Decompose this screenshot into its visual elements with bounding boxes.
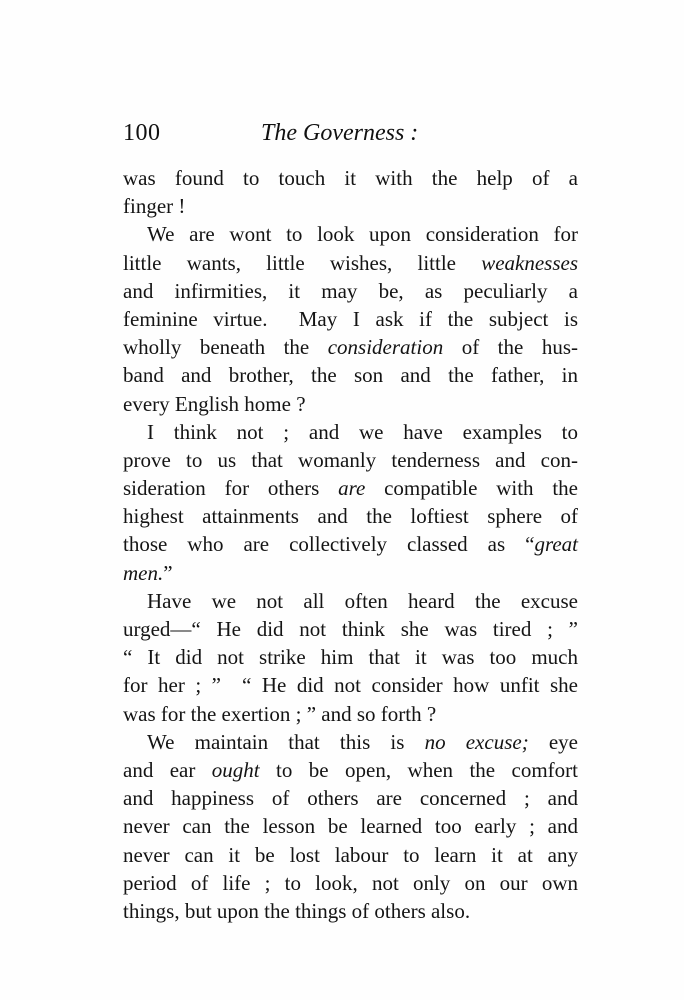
text-line bbox=[123, 530, 578, 558]
text-segment: and happiness of others are concerned ; and bbox=[123, 786, 578, 811]
text-segment: every English home ? bbox=[123, 391, 306, 416]
text-line bbox=[123, 192, 578, 220]
text-segment: We maintain that this is bbox=[147, 729, 425, 754]
italic-text: ought bbox=[211, 757, 260, 782]
text-segment: eye bbox=[528, 729, 578, 754]
text-line bbox=[123, 333, 578, 361]
text-segment: and infirmities, it may be, as peculiarly a bbox=[123, 278, 578, 303]
text-segment: finger ! bbox=[123, 194, 186, 219]
text-line bbox=[123, 502, 578, 530]
text-segment: of the hus- bbox=[443, 335, 578, 360]
text-line bbox=[123, 700, 578, 728]
italic-text: are bbox=[338, 476, 366, 501]
text-segment: things, but upon the things of others also. bbox=[123, 898, 471, 923]
text-segment: for her ; ” “ He did not consider how unfit she bbox=[123, 673, 578, 698]
text-segment: prove to us that womanly tenderness and con- bbox=[123, 447, 578, 472]
text-segment: period of life ; to look, not only on our own bbox=[123, 870, 578, 895]
text-segment: those who are collectively classed as “ bbox=[123, 532, 535, 557]
text-segment: We are wont to look upon consideration for bbox=[147, 222, 578, 247]
text-line bbox=[123, 474, 578, 502]
text-line bbox=[123, 249, 578, 277]
text-line bbox=[123, 446, 578, 474]
text-segment: little wants, little wishes, little bbox=[123, 250, 482, 275]
text-segment: to be open, when the comfort bbox=[259, 757, 578, 782]
text-line bbox=[123, 671, 578, 699]
text-line bbox=[123, 220, 578, 248]
text-line bbox=[123, 277, 578, 305]
text-line bbox=[123, 756, 578, 784]
page-number: 100 bbox=[123, 120, 161, 146]
text-segment: was for the exertion ; ” and so forth ? bbox=[123, 701, 437, 726]
text-segment: Have we not all often heard the excuse bbox=[147, 588, 578, 613]
text-line bbox=[123, 841, 578, 869]
text-line bbox=[123, 418, 578, 446]
text-line bbox=[123, 361, 578, 389]
italic-text: men. bbox=[123, 560, 164, 585]
text-segment: highest attainments and the loftiest sphere of bbox=[123, 504, 578, 529]
body-text bbox=[123, 164, 578, 925]
text-line bbox=[123, 615, 578, 643]
text-segment: band and brother, the son and the father, in bbox=[123, 363, 578, 388]
text-segment: sideration for others bbox=[123, 476, 339, 501]
text-line bbox=[123, 643, 578, 671]
text-segment: never can it be lost labour to learn it at any bbox=[123, 842, 578, 867]
italic-text: consideration bbox=[327, 335, 444, 360]
text-line bbox=[123, 897, 578, 925]
italic-text: great bbox=[534, 532, 578, 557]
text-line bbox=[123, 784, 578, 812]
text-line bbox=[123, 812, 578, 840]
running-title: The Governess : bbox=[261, 120, 419, 146]
italic-text: no excuse; bbox=[424, 729, 529, 754]
italic-text: weaknesses bbox=[481, 250, 578, 275]
text-segment: compatible with the bbox=[365, 476, 579, 501]
text-segment: ” bbox=[163, 560, 173, 585]
text-segment: urged—“ He did not think she was tired ; ” bbox=[123, 617, 578, 641]
text-line bbox=[123, 728, 578, 756]
text-segment: feminine virtue. May I ask if the subject is bbox=[123, 306, 578, 331]
text-line bbox=[123, 164, 578, 192]
text-segment: I think not ; and we have examples to bbox=[147, 419, 578, 444]
running-head bbox=[123, 120, 578, 154]
text-segment: “ It did not strike him that it was too much bbox=[123, 645, 578, 670]
text-line bbox=[123, 869, 578, 897]
text-line bbox=[123, 587, 578, 615]
text-segment: and ear bbox=[123, 757, 212, 782]
text-segment: wholly beneath the bbox=[123, 335, 328, 360]
text-line bbox=[123, 390, 578, 418]
text-line bbox=[123, 559, 578, 587]
text-line bbox=[123, 305, 578, 333]
text-segment: never can the lesson be learned too early ; and bbox=[123, 814, 578, 839]
text-segment: was found to touch it with the help of a bbox=[123, 166, 578, 190]
